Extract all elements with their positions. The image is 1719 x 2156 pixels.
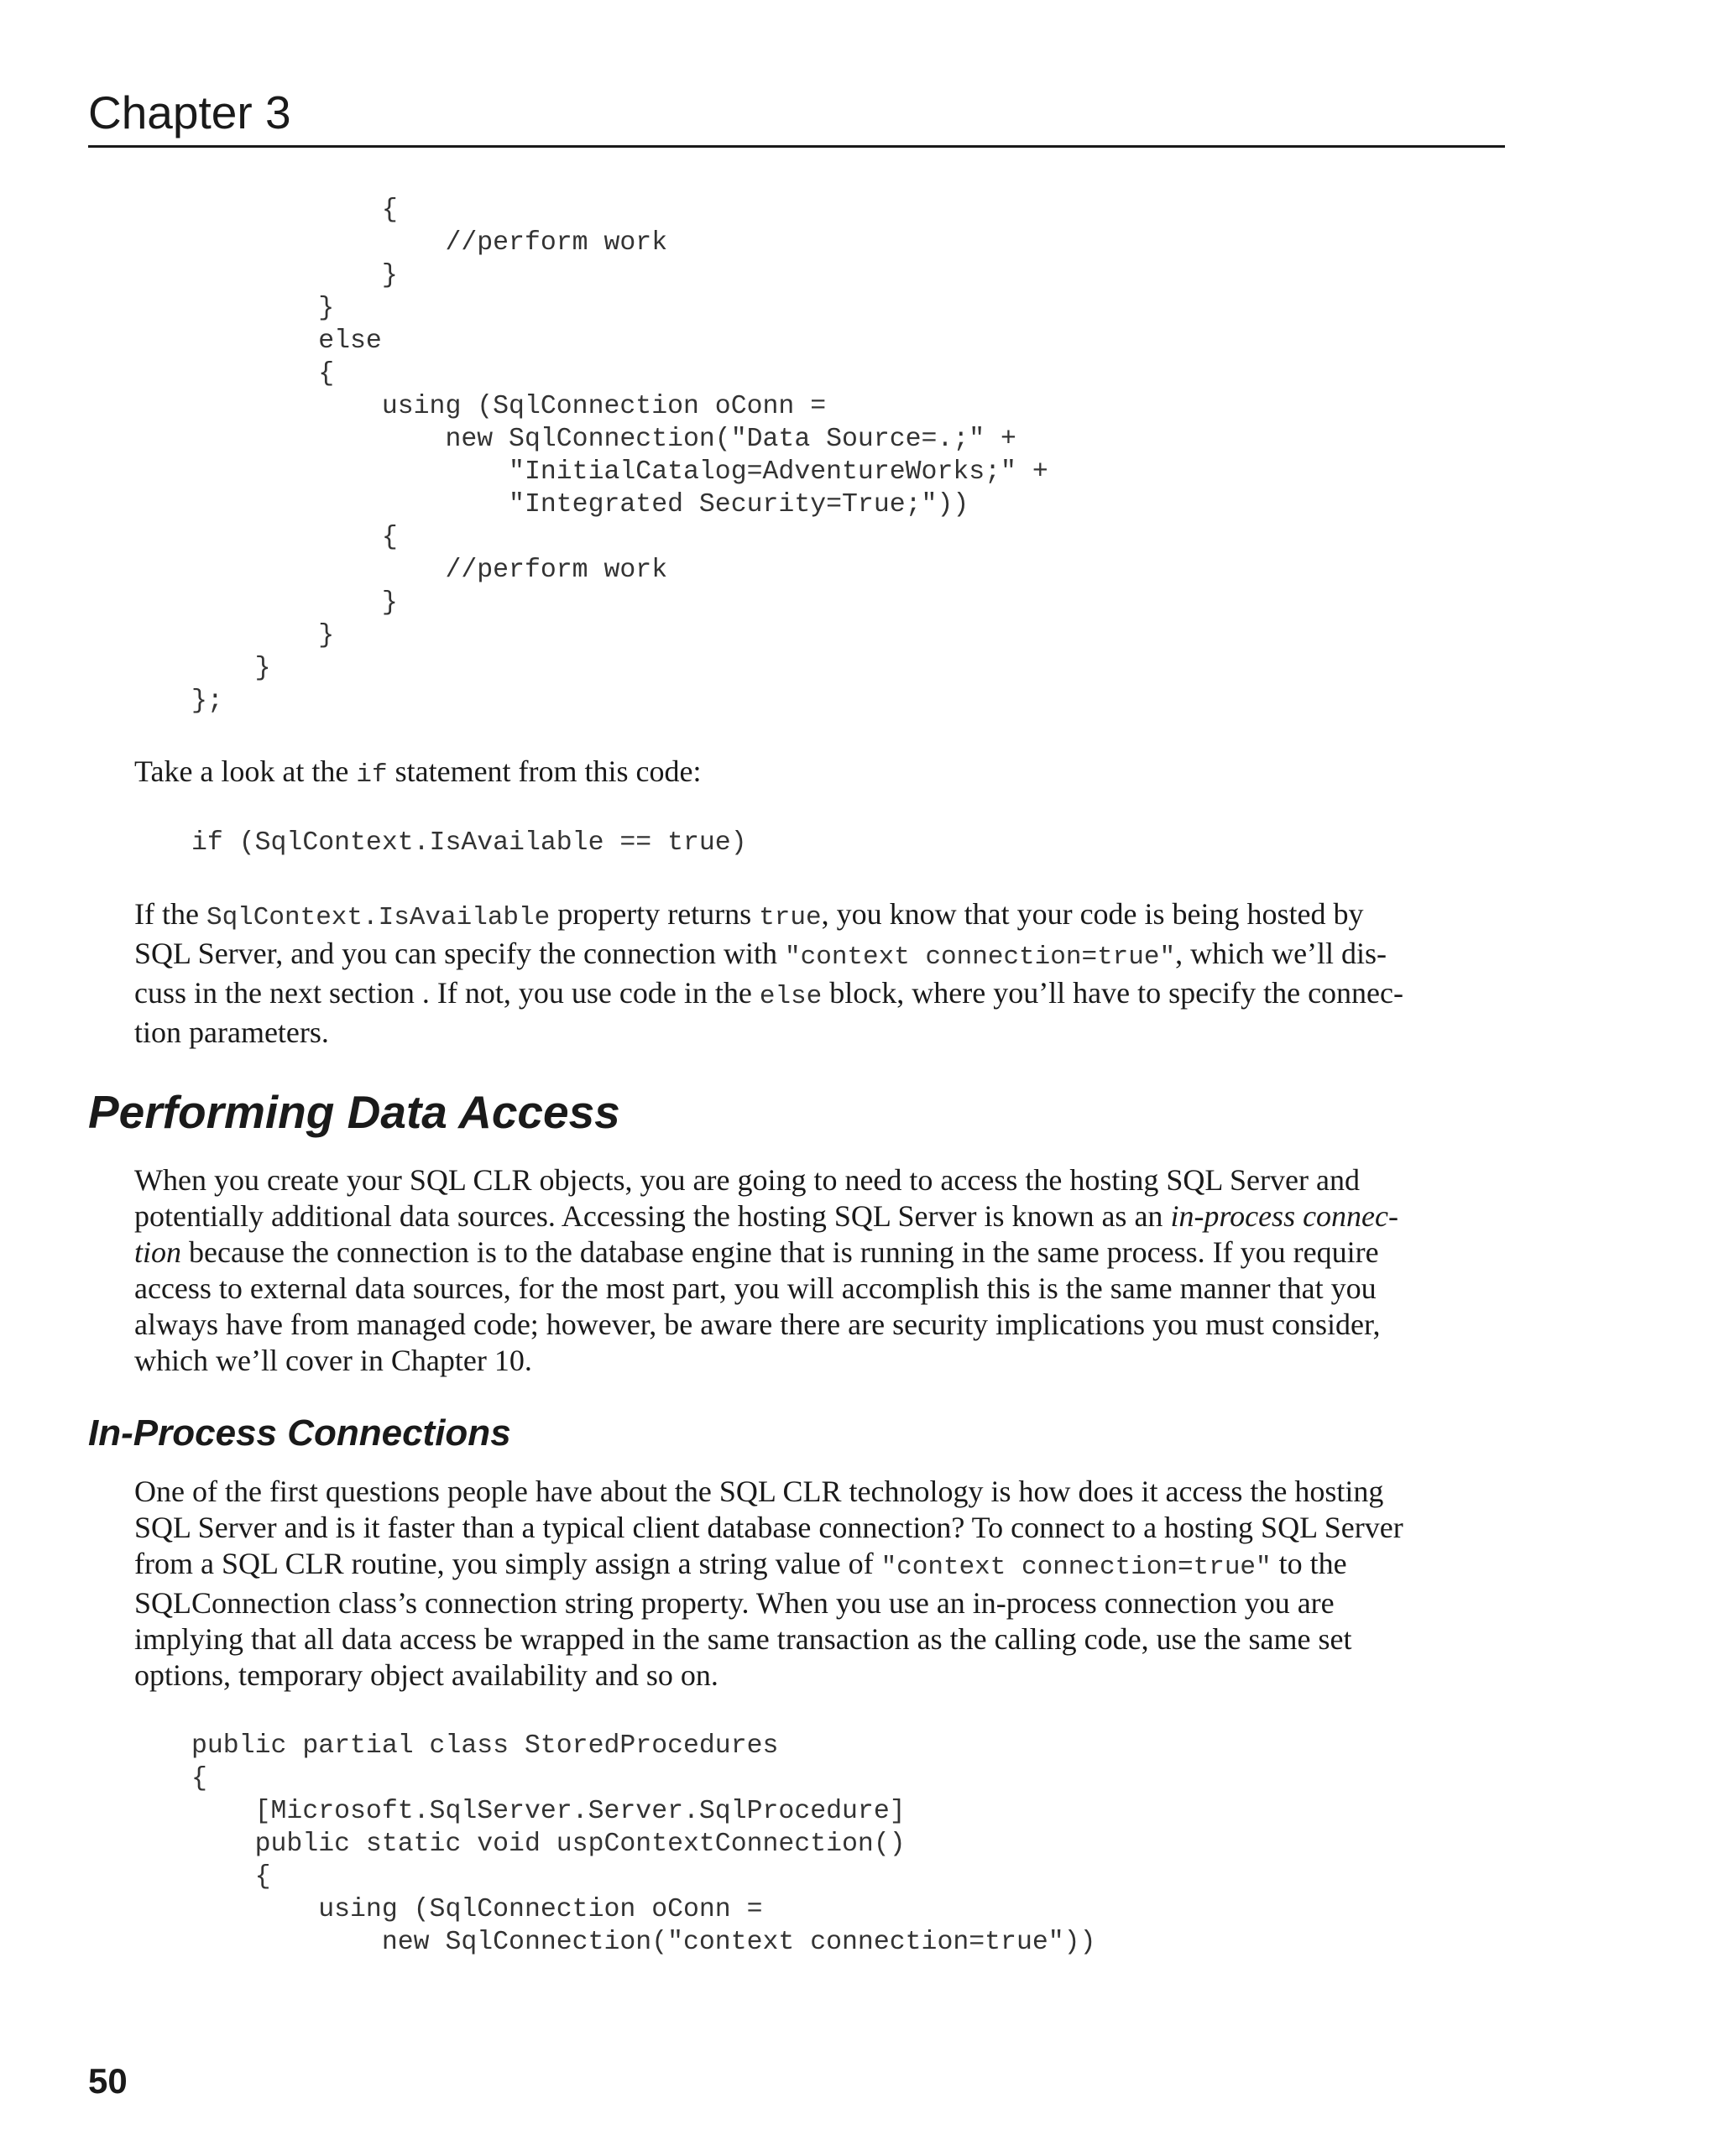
paragraph-if-intro: [134, 754, 1494, 793]
page-number: 50: [88, 2061, 128, 2101]
paragraph-isavailable: [134, 896, 1494, 1051]
text: , which we’ll dis- cuss in the next section . If not, you use code in the: [134, 937, 1387, 1010]
code-block-stored-procedure: public partial class StoredProcedures { [Microsoft.SqlServer.Server.SqlProcedure] public static void uspContextConnection() { using (SqlConnection oConn = new SqlConnection("context connection=true")): [191, 1731, 1096, 1957]
section-heading: Performing Data Access: [88, 1086, 620, 1138]
text: Take a look at the: [134, 754, 357, 788]
inline-code: if: [356, 760, 388, 790]
italic-term: in-process connec- tion: [134, 1199, 1399, 1269]
code-block-if-else: { //perform work } } else { using (SqlConnection oConn = new SqlConnection("Data Source=.;" + "InitialCatalog=AdventureWorks;" + "Integrated Security=True;")) { //perform work } } } };: [191, 196, 1048, 716]
text: property returns: [550, 897, 760, 931]
text: block, where you’ll have to specify the connec- tion parameters.: [134, 976, 1404, 1049]
code-block-if-statement: if (SqlContext.IsAvailable == true): [191, 828, 747, 858]
text: , you know that your code is being hosted by SQL Server, and you can specify the connection with: [134, 897, 1364, 970]
inline-code: "context connection=true": [880, 1553, 1272, 1582]
text: statement from this code:: [387, 754, 702, 788]
inline-code: "context connection=true": [785, 942, 1176, 972]
text: One of the first questions people have about the SQL CLR technology is how does it access the hosting SQL Server and is it faster than a typical client database connection? To connect to a hosting SQL Server from a SQL CLR routine, you simply assign a string value of: [134, 1475, 1403, 1580]
paragraph-in-process: [134, 1474, 1494, 1694]
chapter-title: Chapter 3: [88, 86, 291, 138]
inline-code: SqlContext.IsAvailable: [206, 903, 551, 932]
inline-code: else: [759, 982, 823, 1011]
subsection-heading: In-Process Connections: [88, 1412, 511, 1454]
paragraph-data-access: [134, 1162, 1494, 1379]
text: If the: [134, 897, 206, 931]
text: When you create your SQL CLR objects, you are going to need to access the hosting SQL Server and potentially additional data sources. Accessing the hosting SQL Server is known as an: [134, 1163, 1360, 1233]
text: to the SQLConnection class’s connection string property. When you use an in-process connection you are implying that all data access be wrapped in the same transaction as the calling code, use the same set options, temporary object availability and so on.: [134, 1547, 1352, 1692]
inline-code: true: [759, 903, 822, 932]
text: because the connection is to the database engine that is running in the same process. If you require access to external data sources, for the most part, you will accomplish this is the same manner that you always have from managed code; however, be aware there are security implications you must consider, which we’ll cover in Chapter 10.: [134, 1235, 1381, 1377]
chapter-header: [88, 84, 1505, 148]
